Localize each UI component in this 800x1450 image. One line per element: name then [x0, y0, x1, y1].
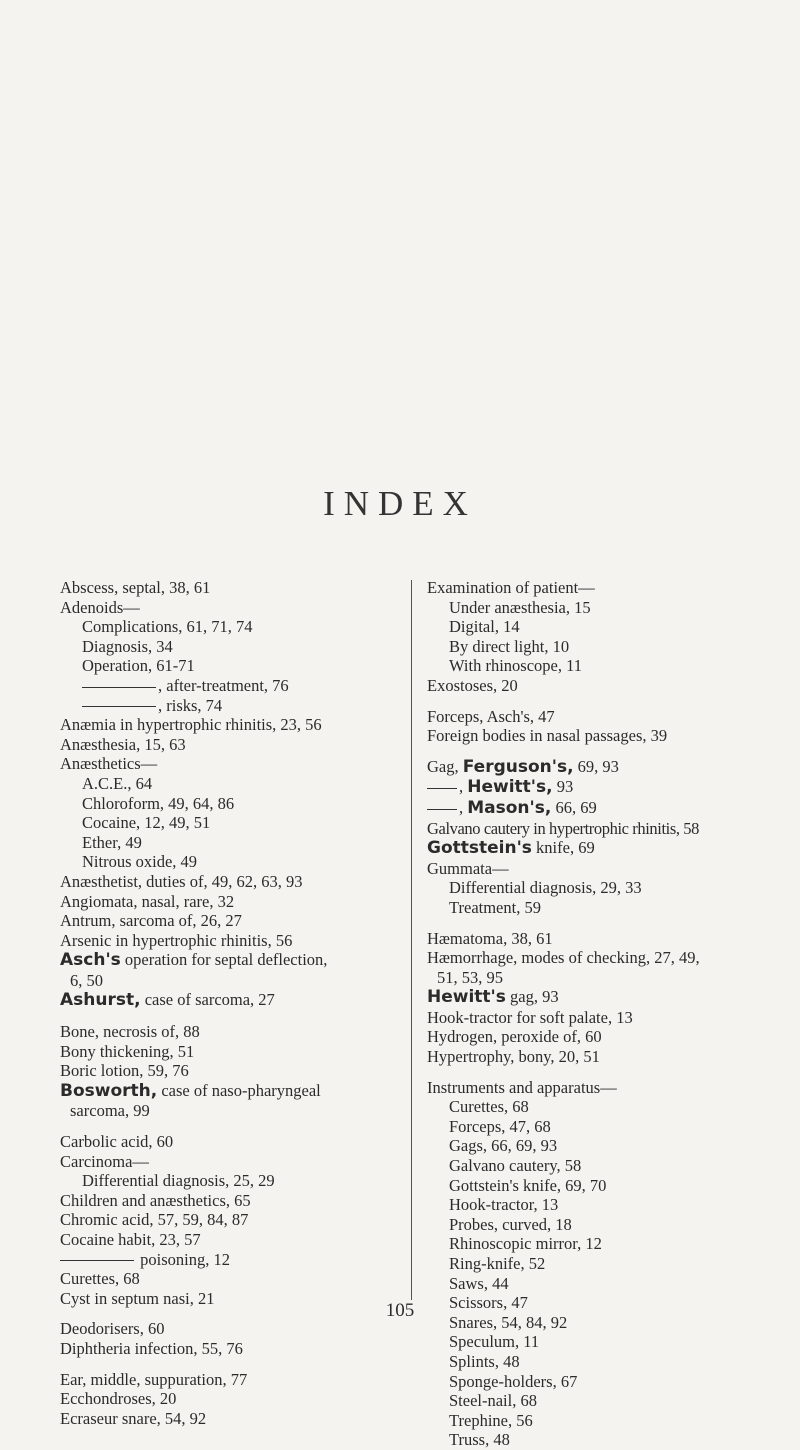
index-subentry: Saws, 44 — [449, 1273, 509, 1293]
index-subentry: Snares, 54, 84, 92 — [449, 1312, 568, 1332]
index-entry-text: 66, 69 — [551, 797, 597, 817]
index-entry — [60, 990, 410, 1011]
index-subentry: Chloroform, 49, 64, 86 — [82, 793, 235, 813]
index-subentry: Treatment, 59 — [449, 897, 541, 917]
index-subentry-text: , after-treatment, 76 — [158, 675, 289, 695]
ditto-dash — [82, 687, 156, 688]
index-entry: Chromic acid, 57, 59, 84, 87 — [60, 1210, 249, 1230]
index-subentry: Differential diagnosis, 25, 29 — [82, 1171, 275, 1191]
index-entry: Antrum, sarcoma of, 26, 27 — [60, 911, 242, 931]
index-subentry — [60, 676, 410, 696]
index-name-bold: Hewitt's, — [467, 777, 553, 798]
index-subentry — [60, 696, 410, 716]
index-entry — [427, 757, 787, 778]
index-entry: Anæmia in hypertrophic rhinitis, 23, 56 — [60, 715, 322, 735]
index-entry: Deodorisers, 60 — [60, 1319, 165, 1339]
index-subentry: With rhinoscope, 11 — [449, 656, 582, 676]
index-entry: Hypertrophy, bony, 20, 51 — [427, 1047, 600, 1067]
index-entry — [427, 987, 787, 1008]
index-entry: Hook-tractor for soft palate, 13 — [427, 1007, 633, 1027]
index-entry — [60, 950, 410, 971]
index-subentry: Ring-knife, 52 — [449, 1254, 546, 1273]
index-subentry: Cocaine, 12, 49, 51 — [82, 813, 211, 833]
index-subentry: Digital, 14 — [449, 617, 520, 637]
index-entry: Anæsthesia, 15, 63 — [60, 734, 186, 754]
index-entry: Exostoses, 20 — [427, 675, 518, 695]
index-entry-text: 93 — [552, 777, 574, 797]
ditto-dash — [60, 1260, 134, 1261]
index-entry: Arsenic in hypertrophic rhinitis, 56 — [60, 930, 293, 950]
index-entry: Instruments and apparatus— — [427, 1077, 617, 1097]
index-entry: Forceps, Asch's, 47 — [427, 706, 555, 726]
index-subentry-text: poisoning, 12 — [140, 1249, 230, 1269]
index-entry-text: Gag, — [427, 756, 463, 776]
index-entry: Angiomata, nasal, rare, 32 — [60, 891, 235, 911]
index-entry: Examination of patient— — [427, 578, 595, 597]
index-subentry: Rhinoscopic mirror, 12 — [449, 1234, 602, 1254]
index-entry: Hydrogen, peroxide of, 60 — [427, 1027, 602, 1047]
index-entry: Galvano cautery in hypertrophic rhinitis, 58 — [427, 818, 699, 838]
index-entry: , Mason's, 66, 69 — [427, 798, 787, 819]
index-name-bold: Hewitt's — [427, 987, 506, 1008]
index-continuation: 51, 53, 95 — [437, 967, 503, 987]
index-entry-text: case of naso-pharyngeal — [157, 1080, 321, 1100]
index-entry-text: gag, 93 — [505, 987, 559, 1007]
index-subentry: Trephine, 56 — [449, 1410, 533, 1430]
index-entry: Gummata— — [427, 858, 509, 878]
index-entry: Children and anæsthetics, 65 — [60, 1190, 251, 1210]
ditto-dash — [427, 809, 457, 810]
index-entry: Anæsthetist, duties of, 49, 62, 63, 93 — [60, 871, 303, 891]
index-entry: Ear, middle, suppuration, 77 — [60, 1369, 248, 1389]
index-subentry: Under anæsthesia, 15 — [449, 597, 591, 617]
index-entry-text: case of sarcoma, 27 — [140, 990, 275, 1010]
index-name-bold: Mason's, — [467, 797, 552, 818]
index-name-bold: Asch's — [60, 950, 121, 971]
index-entry: Adenoids— — [60, 597, 140, 617]
index-entry: Cocaine habit, 23, 57 — [60, 1230, 201, 1249]
index-subentry: By direct light, 10 — [449, 636, 570, 656]
index-subentry: Splints, 48 — [449, 1351, 520, 1371]
index-subentry — [60, 1250, 410, 1270]
index-entry: Carbolic acid, 60 — [60, 1132, 174, 1152]
index-subentry: Nitrous oxide, 49 — [82, 852, 198, 872]
index-entry: Foreign bodies in nasal passages, 39 — [427, 726, 668, 746]
index-entry-text: operation for septal deflection, — [120, 950, 328, 970]
index-subentry: Ether, 49 — [82, 832, 142, 852]
index-entry: Anæsthetics— — [60, 754, 158, 774]
index-name-bold: Gottstein's — [427, 838, 532, 859]
index-entry-text: knife, 69 — [531, 838, 595, 858]
index-entry — [427, 838, 787, 859]
index-subentry: Gags, 66, 69, 93 — [449, 1136, 558, 1156]
index-entry: Hæmatoma, 38, 61 — [427, 928, 553, 948]
index-subentry: Differential diagnosis, 29, 33 — [449, 878, 642, 898]
index-entry: Abscess, septal, 38, 61 — [60, 578, 211, 597]
page-number: 105 — [385, 1300, 415, 1321]
index-subentry: Operation, 61-71 — [82, 656, 195, 676]
index-name-bold: Ferguson's, — [462, 756, 574, 777]
index-subentry: Speculum, 11 — [449, 1332, 540, 1352]
index-entry: Bony thickening, 51 — [60, 1041, 195, 1061]
index-subentry: Gottstein's knife, 69, 70 — [449, 1175, 607, 1195]
index-subentry: Diagnosis, 34 — [82, 636, 173, 656]
index-name-bold: Ashurst, — [60, 990, 141, 1011]
index-entry: , Hewitt's, 93 — [427, 777, 787, 798]
index-entry: Diphtheria infection, 55, 76 — [60, 1338, 243, 1358]
index-entry: Cyst in septum nasi, 21 — [60, 1288, 215, 1308]
index-entry: Curettes, 68 — [60, 1269, 140, 1289]
page-title: INDEX — [323, 484, 477, 523]
index-entry: Hæmorrhage, modes of checking, 27, 49, — [427, 948, 700, 968]
index-subentry: Hook-tractor, 13 — [449, 1195, 559, 1215]
index-subentry: Curettes, 68 — [449, 1097, 529, 1117]
index-entry: Boric lotion, 59, 76 — [60, 1061, 189, 1081]
index-subentry: A.C.E., 64 — [82, 773, 153, 793]
ditto-dash — [82, 706, 156, 707]
index-subentry: Probes, curved, 18 — [449, 1214, 572, 1234]
index-subentry: Galvano cautery, 58 — [449, 1156, 582, 1176]
index-subentry: Steel-nail, 68 — [449, 1391, 537, 1411]
index-entry: Bone, necrosis of, 88 — [60, 1022, 200, 1042]
index-entry-text: 69, 93 — [573, 756, 619, 776]
index-entry: Ecraseur snare, 54, 92 — [60, 1408, 207, 1428]
index-continuation: sarcoma, 99 — [70, 1101, 150, 1121]
index-entry: Ecchondroses, 20 — [60, 1389, 177, 1409]
ditto-dash — [427, 788, 457, 789]
index-subentry: Complications, 61, 71, 74 — [82, 617, 253, 637]
index-subentry: Truss, 48 — [449, 1430, 510, 1450]
index-subentry: Forceps, 47, 68 — [449, 1116, 551, 1136]
index-subentry: Scissors, 47 — [449, 1293, 528, 1313]
column-divider — [411, 580, 412, 1300]
index-name-bold: Bosworth, — [60, 1080, 158, 1101]
index-subentry: Sponge-holders, 67 — [449, 1371, 578, 1391]
index-continuation: 6, 50 — [70, 970, 103, 990]
index-entry — [60, 1081, 410, 1102]
index-entry: Carcinoma— — [60, 1151, 149, 1171]
index-subentry-text: , risks, 74 — [158, 695, 223, 715]
